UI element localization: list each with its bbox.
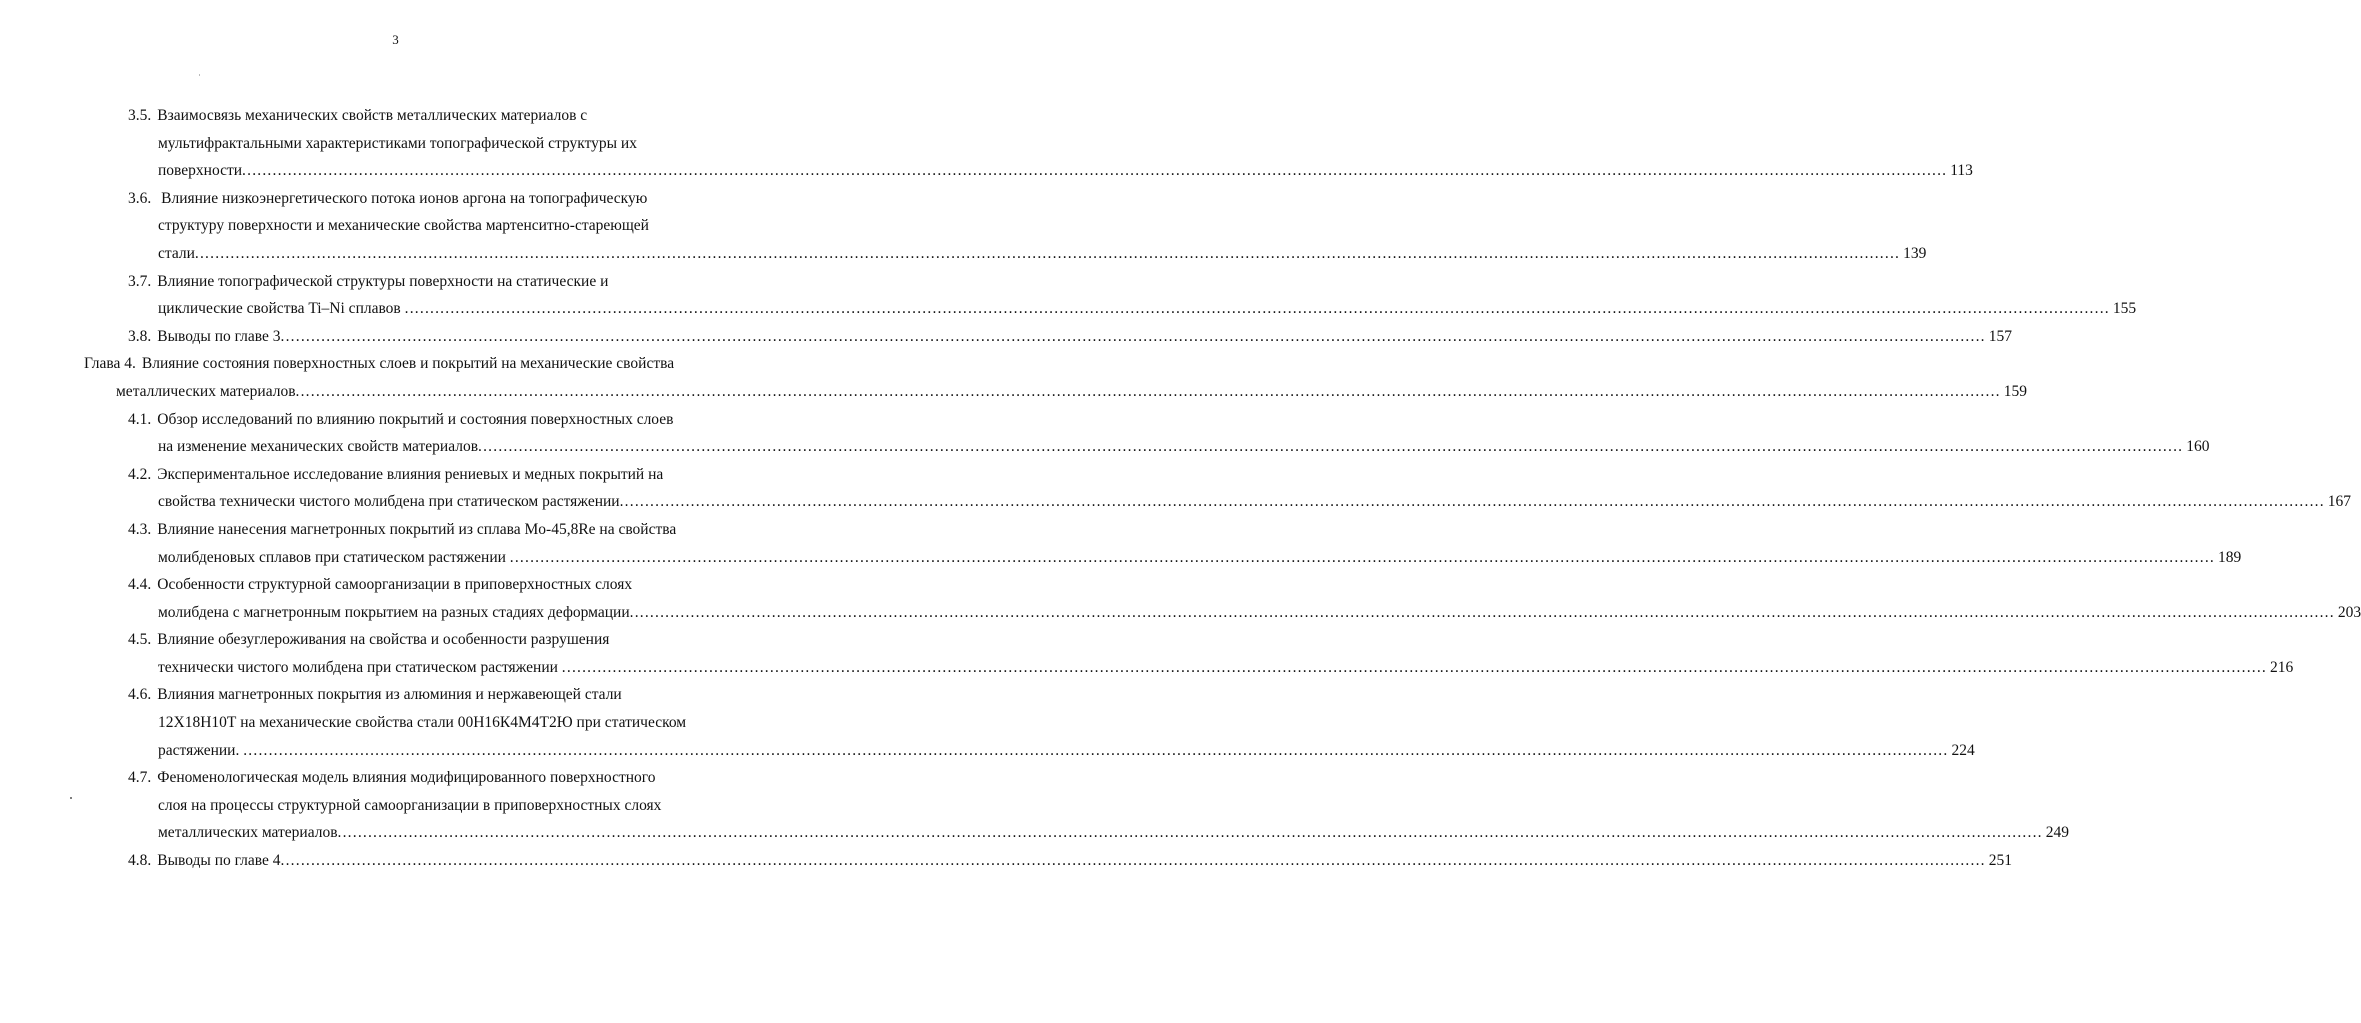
toc-line — [0, 130, 714, 158]
toc-leader-dots — [630, 599, 2335, 627]
toc-line-text — [158, 819, 338, 847]
toc-entry — [0, 102, 1973, 185]
toc-entry-title: Влияние топографической структуры поверхности на статические и — [157, 272, 609, 290]
toc-entry — [0, 626, 2294, 681]
toc-entry — [0, 681, 1975, 764]
toc-line — [0, 626, 714, 654]
page-number: 3 — [392, 32, 399, 47]
scan-speck — [199, 74, 200, 76]
toc-line — [0, 378, 2027, 406]
toc-line — [0, 599, 2361, 627]
toc-line — [0, 488, 2352, 516]
toc-line-text — [158, 737, 243, 765]
toc-page-number: 251 — [1988, 852, 2012, 870]
toc-line — [0, 240, 1927, 268]
toc-line — [0, 764, 714, 792]
toc-entry-title: Влияние низкоэнергетического потока ионов аргона на топографическую — [157, 189, 648, 207]
toc-entry-title: Взаимосвязь механических свойств металлических материалов с — [157, 107, 588, 124]
toc-entry — [0, 350, 2027, 405]
toc-entry-title: металлических материалов — [116, 382, 296, 400]
toc-line-text — [158, 544, 510, 572]
toc-leader-dots — [195, 240, 1900, 268]
toc-line-text — [158, 295, 405, 323]
toc-line-text — [128, 847, 281, 875]
toc-entry-number: 4.6. — [128, 686, 152, 704]
toc-entry-title: Обзор исследований по влиянию покрытий и состояния поверхностных слоев — [157, 410, 674, 428]
toc-entry-title: Выводы по главе 3 — [157, 327, 281, 345]
toc-entry-title: Феноменологическая модель влияния модифицированного поверхностного — [157, 769, 656, 787]
toc-line-text — [158, 599, 630, 627]
toc-line — [0, 737, 1975, 765]
toc-line — [0, 681, 714, 709]
toc-line — [0, 544, 2242, 572]
toc-entry-title: Влияние нанесения магнетронных покрытий из сплава Mo-45,8Re на свойства — [157, 520, 677, 538]
toc-entry — [0, 764, 2069, 847]
toc-entry-number: 3.5. — [128, 107, 152, 124]
toc-leader-dots — [478, 433, 2183, 461]
table-of-contents — [0, 102, 2361, 875]
toc-leader-dots — [620, 488, 2325, 516]
toc-page-number: 216 — [2270, 658, 2294, 676]
toc-entry-title: Экспериментальное исследование влияния рениевых и медных покрытий на — [157, 465, 664, 483]
toc-line — [0, 847, 2012, 875]
toc-line — [0, 102, 714, 130]
toc-page-number: 189 — [2217, 548, 2242, 566]
toc-page-number: 113 — [1950, 162, 1973, 180]
toc-entry-title: поверхности — [158, 162, 243, 180]
toc-line — [0, 819, 2069, 847]
toc-entry-title: стали — [158, 244, 195, 262]
toc-line-text — [116, 378, 296, 406]
toc-line — [0, 654, 2294, 682]
toc-page-number: 249 — [2045, 824, 2069, 842]
toc-line — [0, 185, 714, 213]
toc-entry-number: 3.7. — [128, 272, 152, 290]
toc-entry — [0, 571, 2361, 626]
toc-page-number: 139 — [1903, 244, 1927, 262]
toc-entry-title: мультифрактальными характеристиками топографической структуры их — [158, 134, 637, 152]
toc-entry-number: 4.2. — [128, 465, 152, 483]
toc-entry-number: 4.3. — [128, 520, 152, 538]
toc-page-number: 224 — [1951, 741, 1975, 759]
toc-entry-title: Выводы по главе 4 — [157, 852, 281, 870]
toc-entry-number: 4.4. — [128, 576, 152, 594]
toc-entry-number: 4.7. — [128, 769, 152, 787]
toc-line — [0, 268, 714, 296]
toc-entry-title: свойства технически чистого молибдена при статическом растяжении — [158, 493, 620, 511]
toc-line — [0, 157, 1973, 185]
toc-entry-title: структуру поверхности и механические свойства мартенситно-стареющей — [158, 217, 649, 235]
toc-page-number: 160 — [2186, 438, 2210, 456]
toc-entry-title: технически чистого молибдена при статическом растяжении — [158, 658, 562, 676]
toc-entry — [0, 323, 2012, 351]
toc-line — [0, 406, 714, 434]
toc-line-text — [158, 157, 242, 185]
toc-entry-number: 4.8. — [128, 852, 152, 870]
toc-leader-dots — [510, 544, 2215, 572]
toc-leader-dots — [243, 737, 1948, 765]
toc-entry — [0, 516, 2242, 571]
toc-entry-title: циклические свойства Ti–Ni сплавов — [158, 300, 405, 318]
toc-line-text — [158, 433, 478, 461]
toc-leader-dots — [405, 295, 2110, 323]
toc-entry-title: молибденовых сплавов при статическом растяжении — [158, 548, 510, 566]
toc-leader-dots — [338, 819, 2043, 847]
toc-line — [0, 709, 714, 737]
toc-entry — [0, 185, 1927, 268]
toc-line-text — [158, 488, 620, 516]
scan-speck — [70, 797, 72, 799]
toc-leader-dots — [281, 847, 1986, 875]
toc-entry-title: металлических материалов — [158, 824, 338, 842]
toc-line — [0, 433, 2210, 461]
toc-line — [0, 323, 2012, 351]
toc-line — [0, 516, 714, 544]
toc-line — [0, 792, 714, 820]
toc-line — [0, 212, 714, 240]
toc-entry-number: 3.8. — [128, 327, 152, 345]
toc-entry-title: Влияние обезуглероживания на свойства и особенности разрушения — [157, 631, 610, 649]
toc-entry-title: Влияние состояния поверхностных слоев и покрытий на механические свойства — [141, 355, 675, 373]
toc-line — [0, 295, 2137, 323]
toc-entry-title: молибдена с магнетронным покрытием на разных стадиях деформации — [158, 603, 630, 621]
toc-line — [0, 571, 714, 599]
toc-entry-number: 4.5. — [128, 631, 152, 649]
toc-line — [0, 350, 714, 378]
toc-entry-title: на изменение механических свойств материалов — [158, 438, 479, 456]
toc-entry — [0, 461, 2352, 516]
toc-entry-title: Влияния магнетронных покрытия из алюминия и нержавеющей стали — [157, 686, 622, 704]
toc-leader-dots — [242, 157, 1947, 185]
toc-entry-number: 4.1. — [128, 410, 152, 428]
toc-page-number: 155 — [2112, 300, 2137, 318]
toc-entry-title: растяжении. — [158, 741, 244, 759]
toc-leader-dots — [562, 654, 2267, 682]
toc-entry — [0, 406, 2210, 461]
toc-entry-number: Глава 4. — [84, 355, 136, 373]
toc-page-number: 157 — [1988, 327, 2012, 345]
toc-leader-dots — [296, 378, 2001, 406]
toc-entry — [0, 847, 2012, 875]
toc-line-text — [158, 240, 195, 268]
toc-leader-dots — [281, 323, 1986, 351]
toc-line-text — [128, 323, 281, 351]
toc-entry-title: 12Х18Н10Т на механические свойства стали 00Н16К4М4Т2Ю при статическом — [158, 714, 687, 732]
toc-line — [0, 461, 714, 489]
toc-entry-title: Особенности структурной самоорганизации в приповерхностных слоях — [157, 576, 633, 594]
toc-entry — [0, 268, 2137, 323]
toc-entry-title: слоя на процессы структурной самоорганизации в приповерхностных слоях — [158, 796, 662, 814]
toc-entry-number: 3.6. — [128, 189, 152, 207]
toc-page-number: 203 — [2337, 603, 2361, 621]
toc-page-number: 159 — [2003, 382, 2027, 400]
toc-page-number: 167 — [2327, 493, 2352, 511]
toc-line-text — [158, 654, 562, 682]
